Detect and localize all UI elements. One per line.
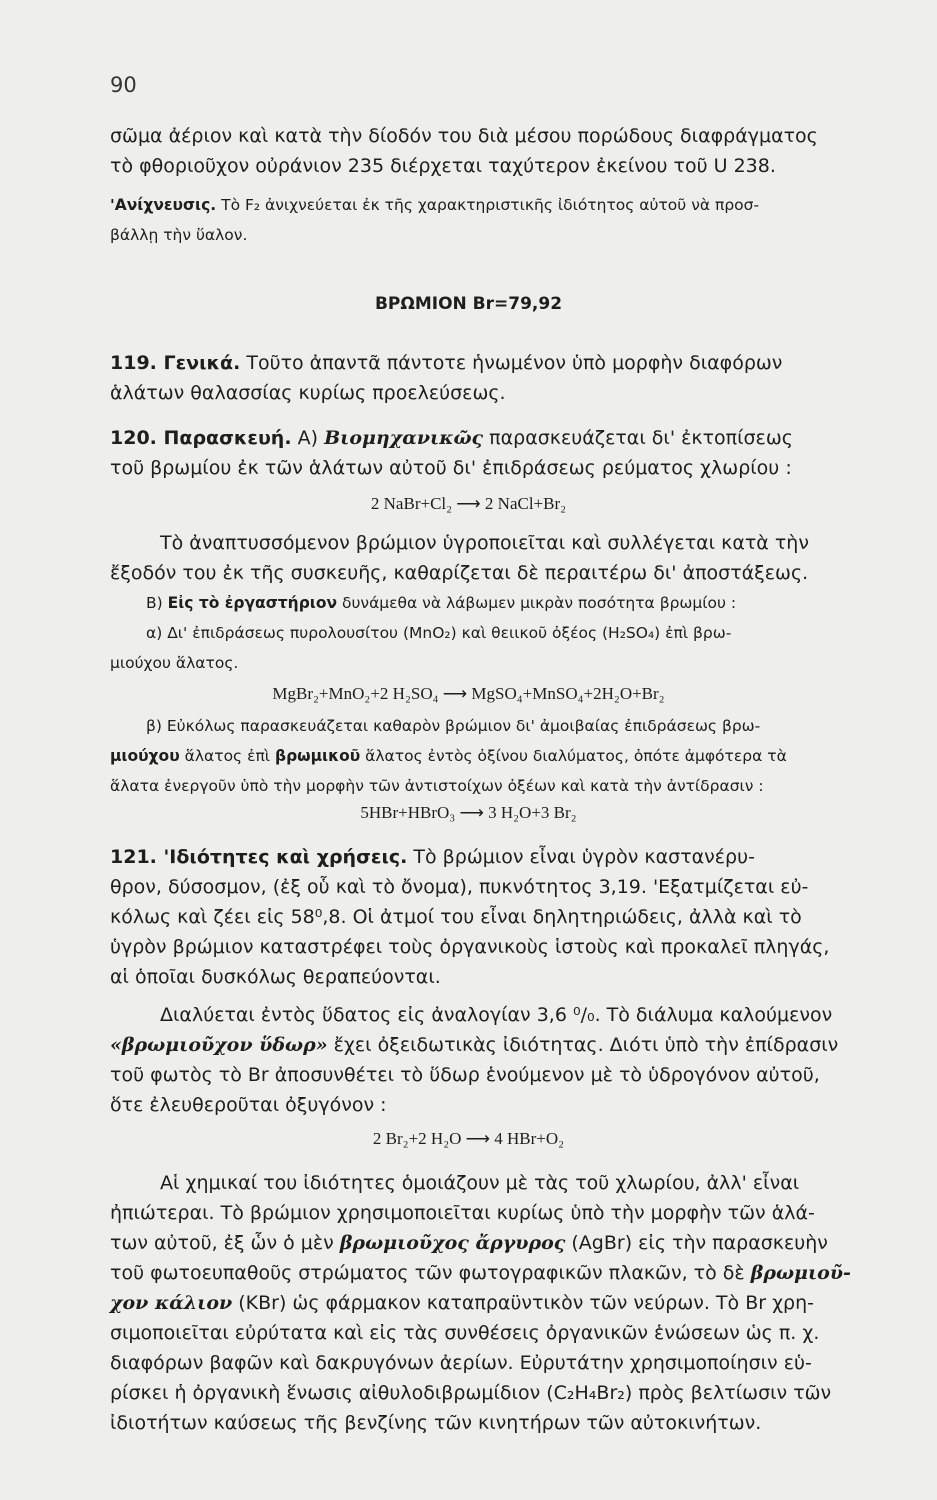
text-line	[110, 1288, 932, 1318]
lab-term: Εἰς τὸ ἐργαστήριον	[167, 594, 338, 612]
text-line: ρίσκει ἡ ὀργανικὴ ἕνωσις αἰθυλοδιβρωμίδιον (C₂H₄Br₂) πρὸς βελτίωσιν τῶν	[110, 1382, 832, 1404]
solubility-paragraph	[110, 1000, 932, 1120]
text-line	[110, 589, 932, 619]
section-120-text: παρασκευάζεται δι' ἐκτοπίσεως	[489, 427, 793, 449]
text-line: ἁλάτων θαλασσίας κυρίως προελεύσεως.	[110, 382, 506, 404]
text-line: ἠπιώτεραι. Τὸ βρώμιον χρησιμοποιεῖται κυρίως ὑπὸ τὴν μορφὴν τῶν ἁλά-	[110, 1202, 815, 1224]
intro-paragraph	[110, 121, 932, 181]
industrial-term: Βιομηχανικῶς	[324, 427, 484, 449]
text-line: ἰδιοτήτων καύσεως τῆς βενζίνης τῶν κινητήρων τῶν αὐτοκινήτων.	[110, 1412, 762, 1434]
section-120	[110, 423, 932, 483]
bromine-water-term: «βρωμιοῦχον ὕδωρ»	[110, 1034, 328, 1056]
text-span: (AgBr) εἰς τὴν παρασκευὴν	[571, 1232, 828, 1254]
text-line	[110, 348, 932, 378]
text-line: θρον, δύσοσμον, (ἐξ οὗ καὶ τὸ ὄνομα), πυκνότητος 3,19. 'Εξατμίζεται εὐ-	[110, 876, 809, 898]
section-119	[110, 348, 932, 408]
text-line: Διαλύεται ἐντὸς ὕδατος εἰς ἀναλογίαν 3,6 ⁰/₀. Τὸ διάλυμα καλούμενον	[160, 1004, 833, 1026]
section-121-label: 121. 'Ιδιότητες καὶ χρήσεις.	[110, 846, 408, 868]
text-line: κόλως καὶ ζέει εἰς 58⁰,8. Οἱ ἀτμοί του εἶναι δηλητηριώδεις, ἀλλὰ καὶ τὸ	[110, 906, 802, 928]
equation-3: 5HBr+HBrO₃ ⟶ 3 H₂O+3 Br₂	[360, 803, 577, 822]
bold-term: μιούχου	[110, 747, 180, 765]
text-line	[110, 1228, 932, 1258]
detection-label: 'Ανίχνευσις.	[110, 196, 217, 214]
potassium-bromide-term: βρωμιοῦ-	[750, 1262, 851, 1284]
lab-text: δυνάμεθα νὰ λάβωμεν μικρὰν ποσότητα βρωμίου :	[341, 594, 737, 612]
text-span: ἅλατος ἐντὸς ὀξίνου διαλύματος, ὁπότε ἀμφότερα τὰ	[365, 747, 787, 765]
equation-1: 2 NaBr+Cl₂ ⟶ 2 NaCl+Br₂	[370, 494, 567, 513]
item-a-prefix: Α)	[297, 427, 319, 449]
section-121	[110, 842, 932, 992]
equation-2: MgBr₂+MnO₂+2 H₂SO₄ ⟶ MgSO₄+MnSO₄+2H₂O+Br₂	[272, 684, 665, 703]
text-line: τὸ φθοριοῦχον οὐράνιον 235 διέρχεται ταχύτερον ἐκείνου τοῦ U 238.	[110, 155, 776, 177]
text-line: ὅτε ἐλευθεροῦται ὀξυγόνον :	[110, 1094, 387, 1116]
text-line: ἔξοδόν του ἐκ τῆς συσκευῆς, καθαρίζεται δὲ περαιτέρω δι' ἀποστάξεως.	[110, 562, 809, 584]
detection-paragraph	[110, 191, 932, 251]
text-line: μιούχου ἅλατος.	[110, 654, 239, 672]
text-line: σῶμα ἀέριον καὶ κατὰ τὴν δίοδόν του διὰ μέσου πορώδους διαφράγματος	[110, 125, 818, 147]
text-span: τοῦ φωτοευπαθοῦς στρώματος τῶν φωτογραφικῶν πλακῶν, τὸ δὲ	[110, 1262, 745, 1284]
text-line: τοῦ βρωμίου ἐκ τῶν ἁλάτων αὐτοῦ δι' ἐπιδράσεως ρεύματος χλωρίου :	[110, 457, 792, 479]
section-119-text: Τοῦτο ἀπαντᾶ πάντοτε ἡνωμένον ὑπὸ μορφὴν διαφόρων	[246, 352, 783, 374]
text-line	[110, 423, 932, 453]
section-121-text: Τὸ βρώμιον εἶναι ὑγρὸν καστανέρυ-	[413, 846, 755, 868]
page-number: 90	[110, 73, 137, 97]
text-line: ἅλατα ἐνεργοῦν ὑπὸ τὴν μορφὴν τῶν ἀντιστοίχων ὀξέων καὶ κατὰ τὴν ἀντίδρασιν :	[110, 777, 764, 795]
text-line: βάλλῃ τὴν ὕαλον.	[110, 226, 248, 244]
text-span: ἔχει ὀξειδωτικὰς ἰδιότητας. Διότι ὑπὸ τὴν ἐπίδρασιν	[333, 1034, 839, 1056]
text-line	[110, 1258, 932, 1288]
uses-paragraph	[110, 1168, 932, 1438]
text-line	[110, 1030, 932, 1060]
text-line	[110, 742, 932, 772]
silver-bromide-term: βρωμιοῦχος ἄργυρος	[339, 1232, 566, 1254]
text-line	[110, 842, 932, 872]
text-line	[110, 191, 932, 221]
beta-paragraph	[110, 712, 932, 802]
lab-preparation	[110, 589, 932, 679]
section-title: ΒΡΩΜΙΟΝ Br=79,92	[374, 294, 563, 314]
equation-4: 2 Br₂+2 H₂O ⟶ 4 HBr+O₂	[372, 1129, 565, 1148]
text-line: σιμοποιεῖται εὐρύτατα καὶ εἰς τὰς συνθέσεις ὀργανικῶν ἑνώσεων ὡς π. χ.	[110, 1322, 820, 1344]
section-119-label: 119. Γενικά.	[110, 352, 241, 374]
text-span: (KBr) ὡς φάρμακον καταπραϋντικὸν τῶν νεύρων. Τὸ Br χρη-	[238, 1292, 815, 1314]
text-line: Αἱ χημικαί του ἰδιότητες ὁμοιάζουν μὲ τὰς τοῦ χλωρίου, ἀλλ' εἶναι	[160, 1172, 800, 1194]
paragraph-collection	[110, 528, 932, 588]
text-line: Τὸ ἀναπτυσσόμενον βρώμιον ὑγροποιεῖται καὶ συλλέγεται κατὰ τὴν	[160, 532, 809, 554]
detection-text: Τὸ F₂ ἀνιχνεύεται ἐκ τῆς χαρακτηριστικῆς ἰδιότητος αὐτοῦ νὰ προσ-	[221, 196, 760, 214]
text-line: αἱ ὁποῖαι δυσκόλως θεραπεύονται.	[110, 966, 441, 988]
potassium-bromide-term-cont: χον κάλιον	[110, 1292, 233, 1314]
item-b-prefix: Β)	[146, 594, 163, 612]
text-line: τοῦ φωτὸς τὸ Br ἀποσυνθέτει τὸ ὕδωρ ἑνούμενον μὲ τὸ ὑδρογόνον αὐτοῦ,	[110, 1064, 820, 1086]
text-line: β) Εὐκόλως παρασκευάζεται καθαρὸν βρώμιον δι' ἀμοιβαίας ἐπιδράσεως βρω-	[146, 717, 761, 735]
text-line: ὑγρὸν βρώμιον καταστρέφει τοὺς ὀργανικοὺς ἱστοὺς καὶ προκαλεῖ πληγάς,	[110, 936, 830, 958]
section-120-label: 120. Παρασκευή.	[110, 427, 292, 449]
text-line: διαφόρων βαφῶν καὶ δακρυγόνων ἀερίων. Εὐρυτάτην χρησιμοποίησιν εὑ-	[110, 1352, 812, 1374]
text-span: των αὐτοῦ, ἐξ ὧν ὁ μὲν	[110, 1232, 334, 1254]
text-span: ἅλατος ἐπὶ	[184, 747, 271, 765]
bold-term: βρωμικοῦ	[274, 747, 361, 765]
text-line: α) Δι' ἐπιδράσεως πυρολουσίτου (MnO₂) καὶ θειικοῦ ὀξέος (H₂SO₄) ἐπὶ βρω-	[146, 624, 732, 642]
